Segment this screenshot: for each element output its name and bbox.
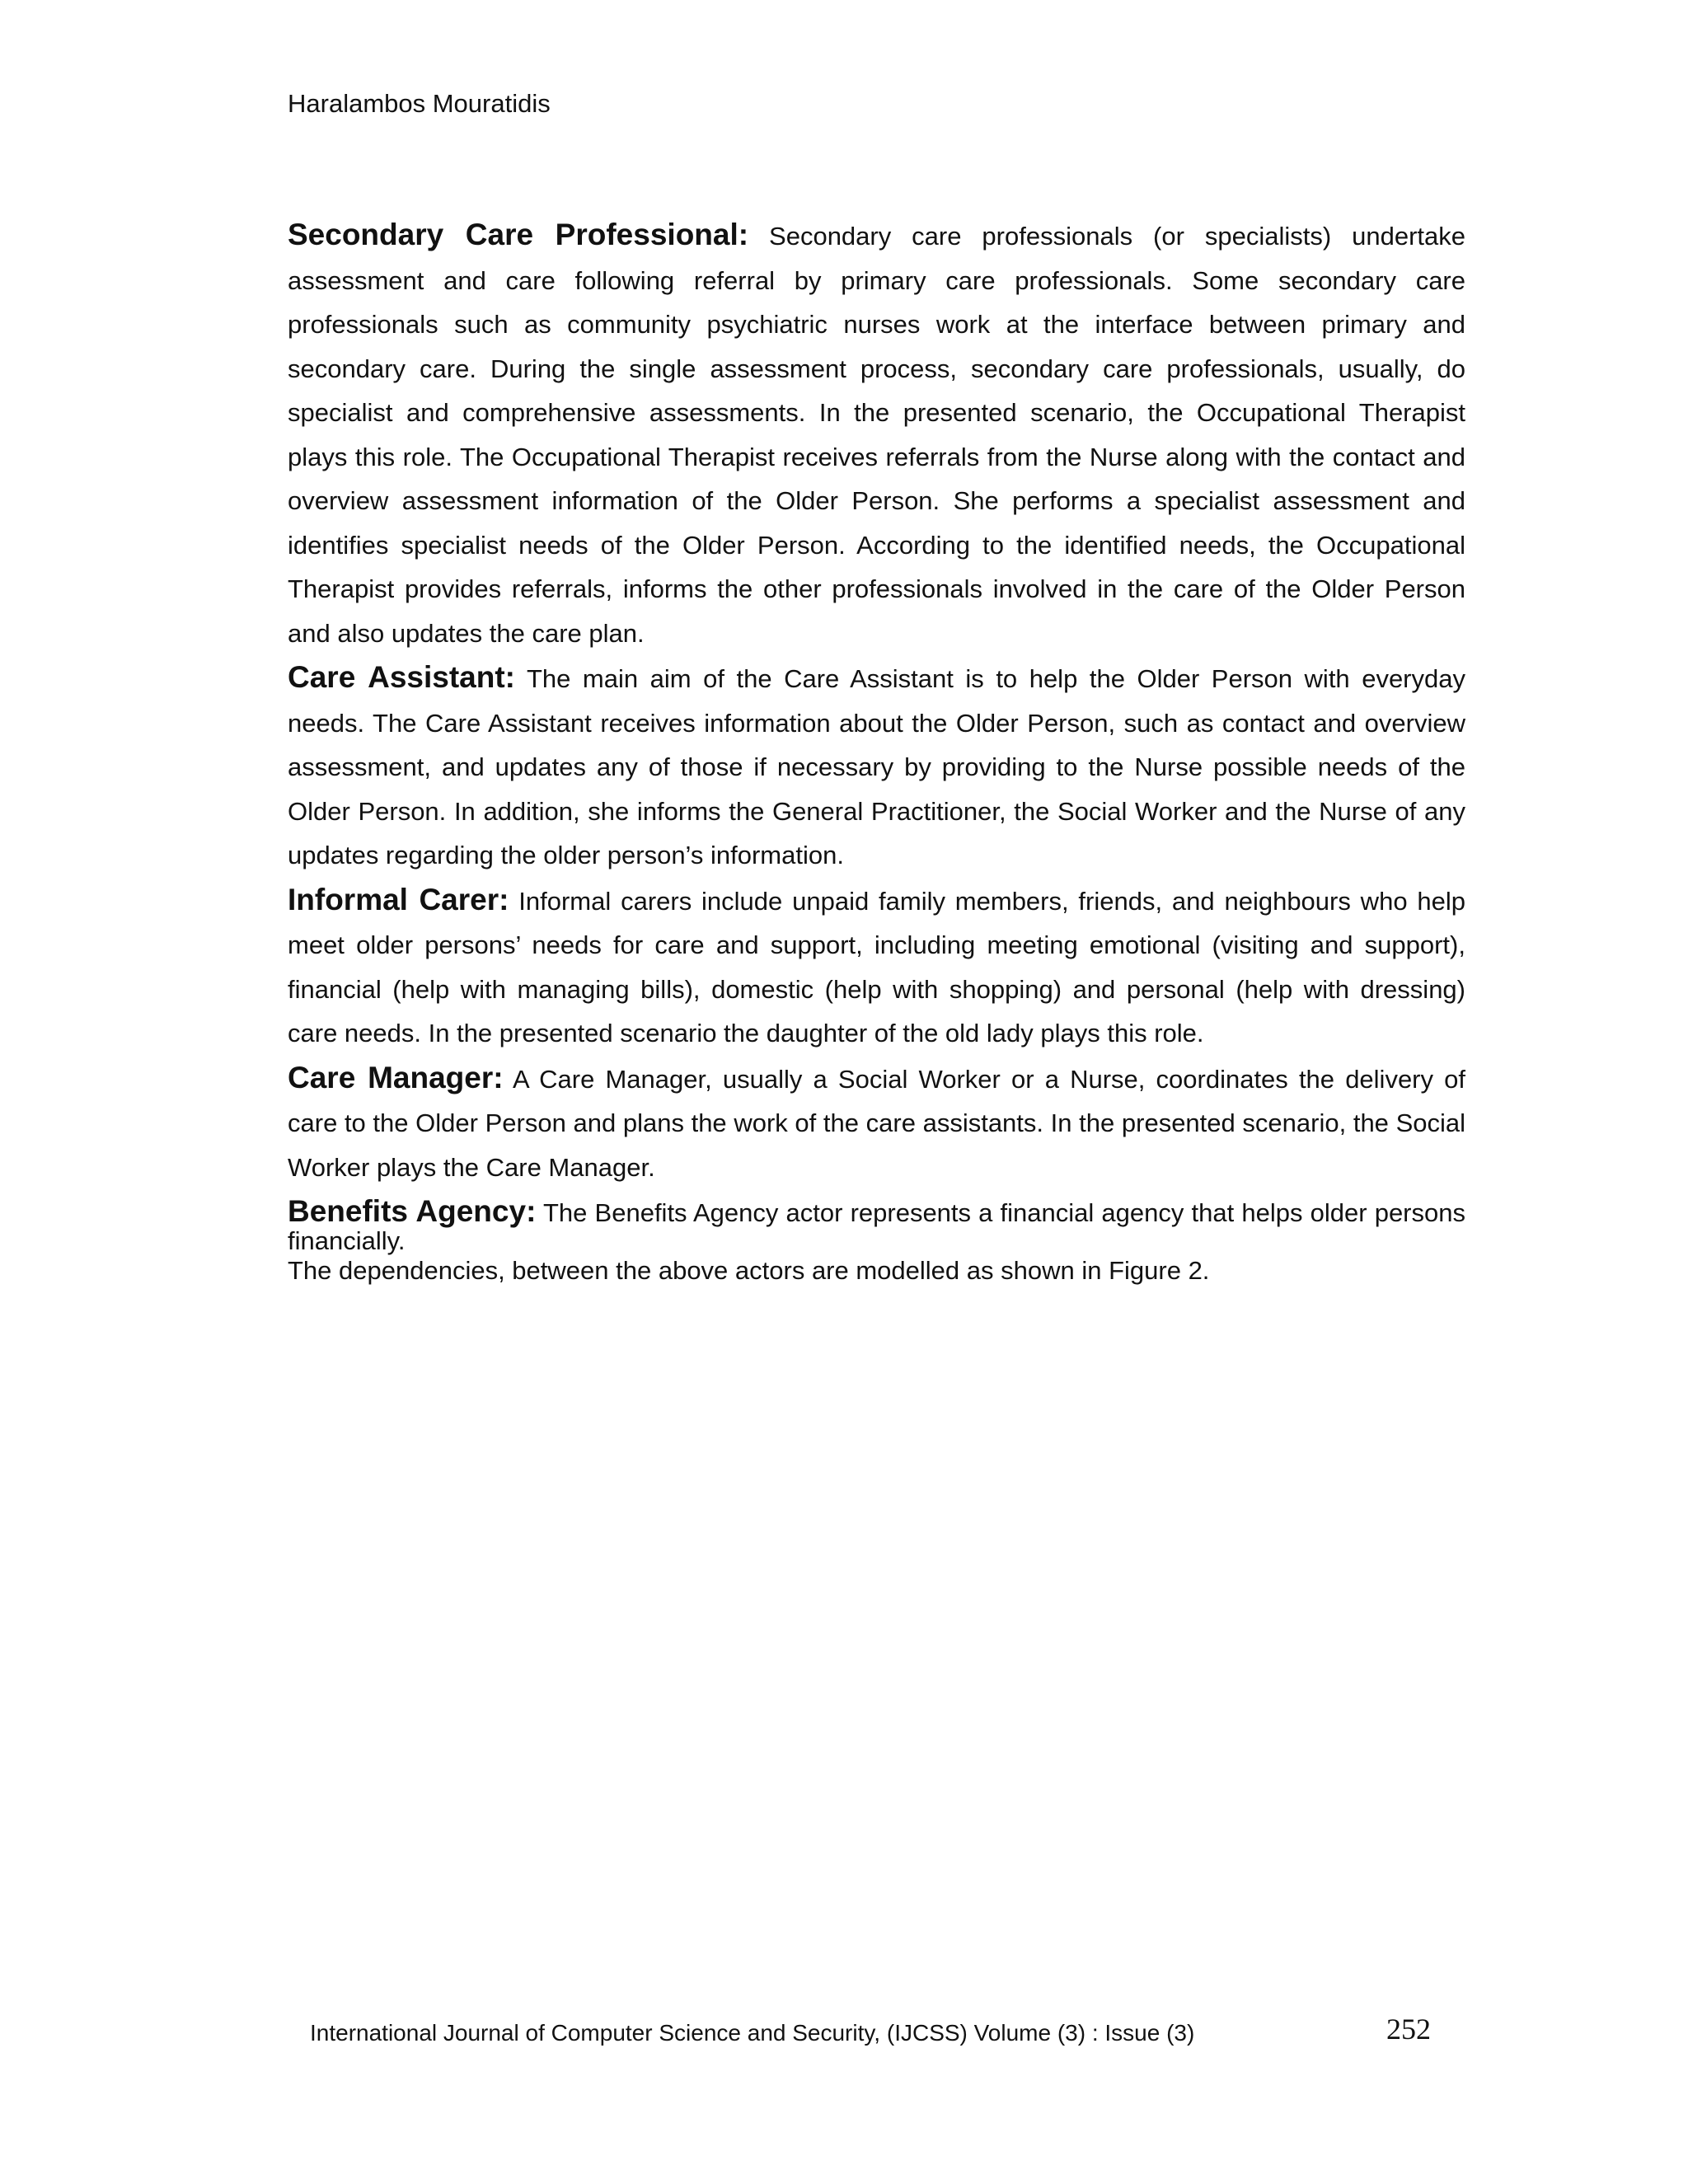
- entry-description: Informal carers include unpaid family members, friends, and neighbours who help meet older persons’ needs for care and support, including meeting emotional (visiting and support), financial (help with managing bills), domestic (help with shopping) and personal (help with dressing) care needs. In the presented scenario the daughter of the old lady plays this role.: [288, 886, 1465, 1047]
- entry-benefits-agency: [288, 1194, 1465, 1255]
- entry-description: The main aim of the Care Assistant is to help the Older Person with everyday needs. The Care Assistant receives information about the Older Person, such as contact and overview assessment, and updates any of those if necessary by providing to the Nurse possible needs of the Older Person. In addition, she informs the General Practitioner, the Social Worker and the Nurse of any updates regarding the older person’s information.: [288, 664, 1465, 869]
- entry-term: Benefits Agency:: [288, 1194, 537, 1228]
- entry-care-assistant: [288, 655, 1465, 878]
- entry-term: Secondary Care Professional:: [288, 218, 749, 251]
- journal-citation: International Journal of Computer Science and Security, (IJCSS) Volume (3) : Issue (3): [310, 2020, 1195, 2046]
- entry-description: Secondary care professionals (or specialists) undertake assessment and care following referral by primary care professionals. Some secondary care professionals such as community psychiatric nurses work at the interface between primary and secondary care. During the single assessment process, secondary care professionals, usually, do specialist and comprehensive assessments. In the presented scenario, the Occupational Therapist plays this role. The Occupational Therapist receives referrals from the Nurse along with the contact and overview assessment information of the Older Person. She performs a specialist assessment and identifies specialist needs of the Older Person. According to the identified needs, the Occupational Therapist provides referrals, informs the other professionals involved in the care of the Older Person and also updates the care plan.: [288, 222, 1465, 648]
- entry-description: A Care Manager, usually a Social Worker or a Nurse, coordinates the delivery of care to the Older Person and plans the work of the care assistants. In the presented scenario, the Social Worker plays the Care Manager.: [288, 1064, 1466, 1182]
- page-number: 252: [1386, 2013, 1431, 2046]
- closing-paragraph: The dependencies, between the above actors are modelled as shown in Figure 2.: [288, 1256, 1210, 1285]
- entry-term: Care Manager:: [288, 1060, 504, 1094]
- entry-secondary-care-professional: [288, 213, 1465, 655]
- entry-care-manager: [288, 1056, 1465, 1190]
- entry-term: Informal Carer:: [288, 882, 509, 916]
- body-text: [288, 213, 1465, 1286]
- running-header-author: Haralambos Mouratidis: [288, 89, 551, 118]
- running-footer: [310, 2013, 1431, 2054]
- entry-term: Care Assistant:: [288, 660, 515, 694]
- entry-description: The Benefits Agency actor represents a financial agency that helps older persons financially.: [288, 1198, 1465, 1255]
- entry-informal-carer: [288, 878, 1465, 1056]
